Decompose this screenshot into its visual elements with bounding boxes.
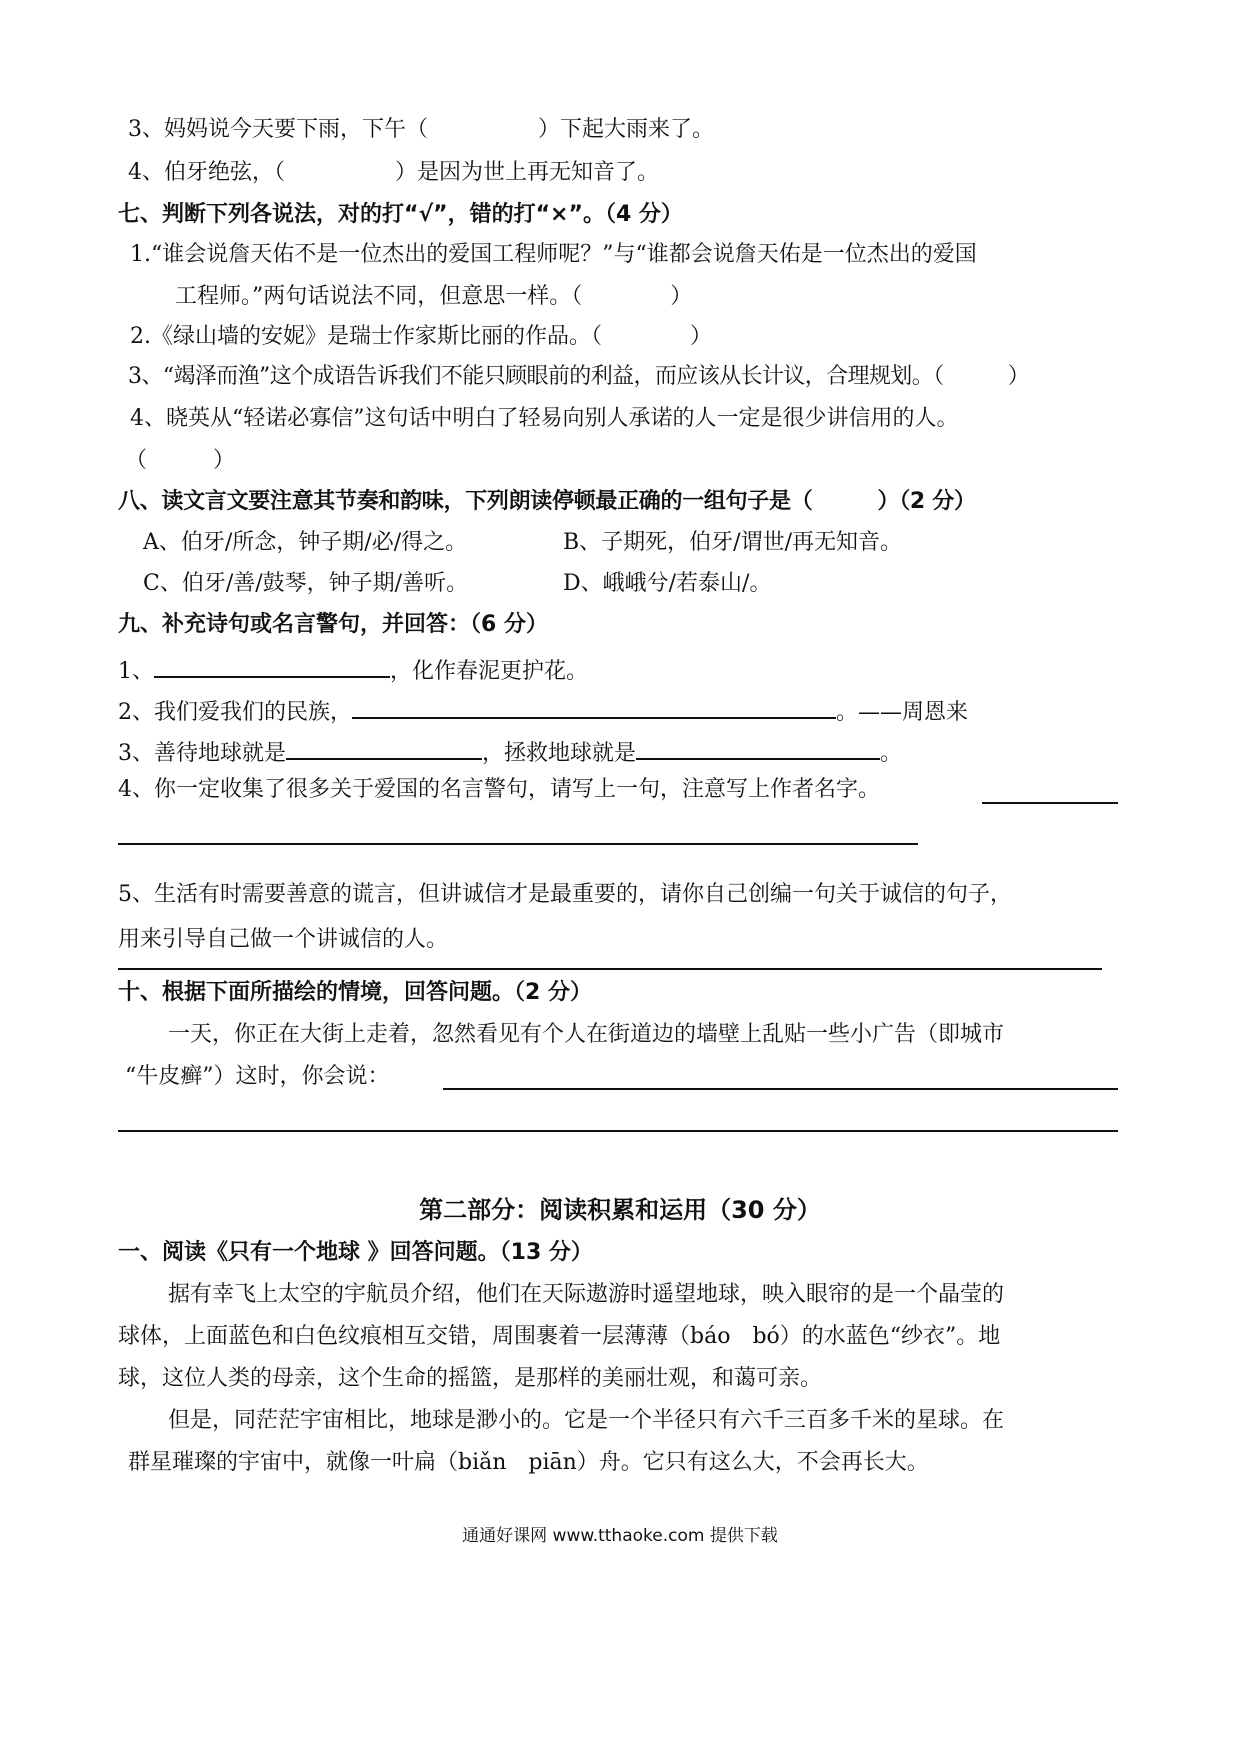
sec9-q2-prefix: 2、我们爱我们的民族， bbox=[118, 700, 352, 725]
sec9-q3-mid: ，拯救地球就是 bbox=[482, 741, 637, 766]
sec6-q3: 3、妈妈说今天要下雨，下午（ ）下起大雨来了。 bbox=[128, 117, 714, 142]
sec7-q4-line2: （ ） bbox=[125, 448, 236, 473]
part2-q1-heading: 一、阅读《只有一个地球 》回答问题。（13 分） bbox=[118, 1240, 593, 1265]
sec6-q4: 4、伯牙绝弦，（ ）是因为世上再无知音了。 bbox=[128, 160, 659, 185]
sec8-option-c: C、伯牙/善/鼓琴，钟子期/善听。 bbox=[143, 571, 469, 596]
sec9-q2-blank[interactable] bbox=[352, 693, 836, 719]
sec10-heading: 十、根据下面所描绘的情境，回答问题。（2 分） bbox=[118, 980, 592, 1005]
sec7-q2: 2.《绿山墙的安妮》是瑞士作家斯比丽的作品。（ ） bbox=[130, 324, 712, 349]
passage-p1-line1: 据有幸飞上太空的宇航员介绍，他们在天际遨游时遥望地球，映入眼帘的是一个晶莹的 bbox=[168, 1282, 1005, 1307]
sec9-q3 bbox=[118, 734, 902, 769]
sec8-option-d: D、峨峨兮/若泰山/。 bbox=[563, 571, 772, 596]
sec7-q1-line2: 工程师。”两句话说法不同，但意思一样。（ ） bbox=[175, 284, 693, 309]
passage-p1-line3: 球，这位人类的母亲，这个生命的摇篮，是那样的美丽壮观，和蔼可亲。 bbox=[118, 1366, 823, 1391]
passage-p2-line2: 群星璀璨的宇宙中，就像一叶扁（biǎn piān）舟。它只有这么大，不会再长大。 bbox=[128, 1450, 929, 1475]
sec9-q1-prefix: 1、 bbox=[118, 659, 154, 684]
sec10-answer-line2[interactable] bbox=[118, 1130, 1118, 1132]
sec9-q5-blank-line[interactable] bbox=[118, 968, 1102, 970]
sec9-q3-suffix: 。 bbox=[880, 741, 903, 766]
sec7-q3: 3、“竭泽而渔”这个成语告诉我们不能只顾眼前的利益，而应该从长计议，合理规划。（ ） bbox=[128, 364, 1030, 389]
sec9-q5-line1: 5、生活有时需要善意的谎言，但讲诚信才是最重要的，请你自己创编一句关于诚信的句子， bbox=[118, 882, 1013, 907]
sec9-q4: 4、你一定收集了很多关于爱国的名言警句，请写上一句，注意写上作者名字。 bbox=[118, 777, 880, 802]
page-footer: 通通好课网 www.tthaoke.com 提供下载 bbox=[462, 1526, 778, 1546]
sec9-q3-prefix: 3、善待地球就是 bbox=[118, 741, 286, 766]
sec7-heading: 七、判断下列各说法，对的打“√”，错的打“×”。（4 分） bbox=[118, 202, 683, 227]
sec9-q4-blank-line1[interactable] bbox=[982, 802, 1118, 804]
sec9-q1 bbox=[118, 652, 588, 687]
sec9-heading: 九、补充诗句或名言警句，并回答：（6 分） bbox=[118, 612, 548, 637]
sec9-q2-suffix: 。——周恩来 bbox=[836, 700, 969, 725]
passage-p2-line1: 但是，同茫茫宇宙相比，地球是渺小的。它是一个半径只有六千三百多千米的星球。在 bbox=[168, 1408, 1005, 1433]
sec9-q2 bbox=[118, 693, 968, 728]
sec7-q1-line1: 1.“谁会说詹天佑不是一位杰出的爱国工程师呢？”与“谁都会说詹天佑是一位杰出的爱国 bbox=[130, 242, 977, 267]
part2-title: 第二部分：阅读积累和运用（30 分） bbox=[419, 1196, 821, 1224]
sec7-q4-line1: 4、晓英从“轻诺必寡信”这句话中明白了轻易向别人承诺的人一定是很少讲信用的人。 bbox=[130, 406, 959, 431]
sec9-q1-blank[interactable] bbox=[154, 652, 390, 678]
sec9-q5-line2: 用来引导自己做一个讲诚信的人。 bbox=[118, 927, 449, 952]
sec8-option-a: A、伯牙/所念，钟子期/必/得之。 bbox=[143, 530, 468, 555]
sec9-q3-blank2[interactable] bbox=[636, 734, 880, 760]
sec9-q4-blank-line2[interactable] bbox=[118, 843, 918, 845]
sec10-para-line2: “牛皮癣”）这时，你会说： bbox=[125, 1064, 390, 1089]
sec8-option-b: B、子期死，伯牙/谓世/再无知音。 bbox=[563, 530, 902, 555]
passage-p1-line2: 球体，上面蓝色和白色纹痕相互交错，周围裹着一层薄薄（báo bó）的水蓝色“纱衣”。地 bbox=[118, 1324, 1001, 1349]
sec8-heading: 八、读文言文要注意其节奏和韵味，下列朗读停顿最正确的一组句子是（ ）（2 分） bbox=[118, 489, 976, 514]
sec9-q1-suffix: ，化作春泥更护花。 bbox=[390, 659, 589, 684]
sec9-q3-blank1[interactable] bbox=[286, 734, 482, 760]
sec10-answer-line1[interactable] bbox=[443, 1088, 1118, 1090]
sec10-para-line1: 一天，你正在大街上走着，忽然看见有个人在街道边的墙壁上乱贴一些小广告（即城市 bbox=[168, 1022, 1005, 1047]
